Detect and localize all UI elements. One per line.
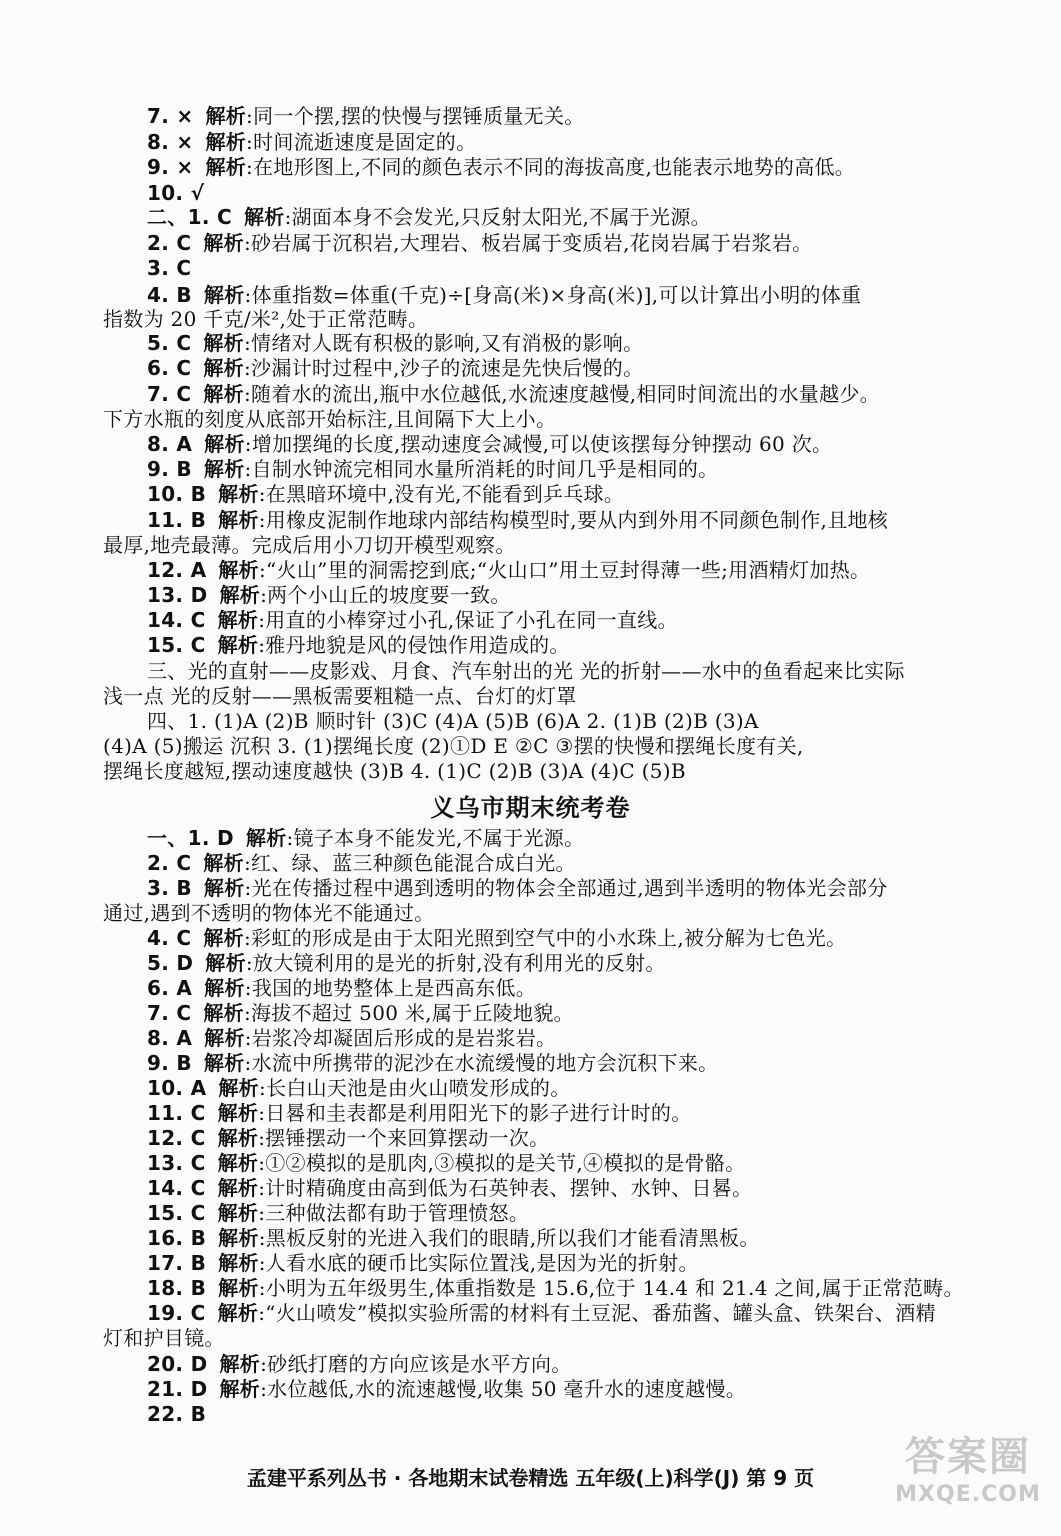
answer-text: 三种做法都有助于管理愤怒。 <box>265 1201 530 1225</box>
answer-line: 13. D 解析:两个小山丘的坡度要一致。 <box>147 583 511 607</box>
answer-text: 浅一点 光的反射——黑板需要粗糙一点、台灯的灯罩 <box>103 684 577 708</box>
answer-line: 8. × 解析:时间流逝速度是固定的。 <box>147 130 477 154</box>
answer-text: 水流中所携带的泥沙在水流缓慢的地方会沉积下来。 <box>251 1051 719 1075</box>
answer-line: 14. C 解析:计时精确度由高到低为石英钟表、摆钟、水钟、日晷。 <box>147 1176 753 1200</box>
answer-line: 6. A 解析:我国的地势整体上是西高东低。 <box>147 976 537 1000</box>
analysis-label: 解析 <box>203 1051 245 1075</box>
answer-text: 四、1. (1)A (2)B 顺时针 (3)C (4)A (5)B (6)A 2. (1)B (2)B (3)A <box>147 709 759 733</box>
question-number: 12. C <box>147 1126 206 1150</box>
question-number: 6. C <box>147 356 192 380</box>
answer-text: 灯和护目镜。 <box>103 1326 225 1350</box>
section-title: 义乌市期末统考卷 <box>430 794 631 822</box>
analysis-label: 解析 <box>217 633 259 657</box>
question-number: 7. C <box>147 1001 192 1025</box>
answer-text: 岩浆冷却凝固后形成的是岩浆岩。 <box>251 1026 557 1050</box>
answer-line: 7. C 解析:海拔不超过 500 米,属于丘陵地貌。 <box>147 1001 574 1025</box>
answer-line: 4. B 解析:体重指数=体重(千克)÷[身高(米)×身高(米)],可以计算出小明的体重 <box>147 283 862 307</box>
answer-line: 8. A 解析:增加摆绳的长度,摆动速度会减慢,可以使该摆每分钟摆动 60 次。 <box>147 432 833 456</box>
analysis-label: 解析 <box>203 457 245 481</box>
question-number: 17. B <box>147 1251 207 1275</box>
question-number: 8. × <box>147 130 194 154</box>
answer-line: 7. × 解析:同一个摆,摆的快慢与摆锤质量无关。 <box>147 104 585 128</box>
analysis-label: 解析 <box>205 130 247 154</box>
question-number: 7. C <box>147 382 192 406</box>
answer-text: 水位越低,水的流速越慢,收集 50 毫升水的速度越慢。 <box>267 1377 747 1401</box>
analysis-label: 解析 <box>203 283 245 307</box>
answer-text: ①②模拟的是肌肉,③模拟的是关节,④模拟的是骨骼。 <box>265 1151 746 1175</box>
analysis-label: 解析 <box>219 1377 261 1401</box>
analysis-label: 解析 <box>243 205 285 229</box>
answer-text: 我国的地势整体上是西高东低。 <box>251 976 537 1000</box>
answer-line: 6. C 解析:沙漏计时过程中,沙子的流速是先快后慢的。 <box>147 356 644 380</box>
analysis-label: 解析 <box>217 1101 259 1125</box>
question-number: 2. C <box>147 231 192 255</box>
answer-text: 小明为五年级男生,体重指数是 15.6,位于 14.4 和 21.4 之间,属于正常范畴。 <box>265 1276 964 1300</box>
answer-text: 随着水的流出,瓶中水位越低,水流速度越慢,相同时间流出的水量越少。 <box>251 382 880 406</box>
page-footer: 孟建平系列丛书 · 各地期末试卷精选 五年级(上)科学(J) 第 9 页 <box>246 1466 815 1490</box>
answer-line: 8. A 解析:岩浆冷却凝固后形成的是岩浆岩。 <box>147 1026 557 1050</box>
answer-line: 10. B 解析:在黑暗环境中,没有光,不能看到乒乓球。 <box>147 482 625 506</box>
answer-line <box>147 1402 218 1426</box>
answer-text: 下方水瓶的刻度从底部开始标注,且间隔下大上小。 <box>103 407 557 431</box>
answer-text: 镜子本身不能发光,不属于光源。 <box>293 826 585 850</box>
answer-line: 14. C 解析:用直的小棒穿过小孔,保证了小孔在同一直线。 <box>147 608 678 632</box>
analysis-label: 解析 <box>217 1301 259 1325</box>
answer-text: 海拔不超过 500 米,属于丘陵地貌。 <box>251 1001 574 1025</box>
answer-text: 指数为 20 千克/米²,处于正常范畴。 <box>103 307 429 331</box>
answer-line: 12. A 解析:“火山”里的洞需挖到底;“火山口”用土豆封得薄一些;用酒精灯加热。 <box>147 558 871 582</box>
watermark-logo <box>893 1432 1043 1522</box>
question-number: 9. × <box>147 155 194 179</box>
answer-text: 沙漏计时过程中,沙子的流速是先快后慢的。 <box>251 356 644 380</box>
answer-line <box>147 709 759 733</box>
answer-text: 光在传播过程中遇到透明的物体会全部通过,遇到半透明的物体光会部分 <box>251 876 888 900</box>
answer-line: 16. B 解析:黑板反射的光进入我们的眼睛,所以我们才能看清黑板。 <box>147 1226 760 1250</box>
analysis-label: 解析 <box>218 1076 259 1100</box>
answer-text: 时间流逝速度是固定的。 <box>253 130 477 154</box>
answer-text: 用橡皮泥制作地球内部结构模型时,要从内到外用不同颜色制作,且地核 <box>265 508 889 532</box>
answer-text: 人看水底的硬币比实际位置浅,是因为光的折射。 <box>265 1251 699 1275</box>
analysis-label: 解析 <box>203 876 245 900</box>
answer-line: 一、1. D 解析:镜子本身不能发光,不属于光源。 <box>147 826 585 850</box>
analysis-label: 解析 <box>205 104 247 128</box>
question-number: 3. B <box>147 876 192 900</box>
analysis-label: 解析 <box>205 951 246 975</box>
question-number: 3. C <box>147 256 192 280</box>
answer-text: 体重指数=体重(千克)÷[身高(米)×身高(米)],可以计算出小明的体重 <box>251 283 862 307</box>
question-number: 2. C <box>147 851 192 875</box>
question-number: 二、1. C <box>147 205 232 229</box>
answer-text: 两个小山丘的坡度要一致。 <box>267 583 511 607</box>
question-number: 11. C <box>147 1101 206 1125</box>
answer-line <box>147 256 203 280</box>
analysis-label: 解析 <box>218 1276 259 1300</box>
answer-line: 7. C 解析:随着水的流出,瓶中水位越低,水流速度越慢,相同时间流出的水量越少。 <box>147 382 880 406</box>
analysis-label: 解析 <box>204 1026 245 1050</box>
answer-line: 9. × 解析:在地形图上,不同的颜色表示不同的海拔高度,也能表示地势的高低。 <box>147 155 856 179</box>
answer-text: 砂纸打磨的方向应该是水平方向。 <box>267 1352 572 1376</box>
answer-line <box>103 307 428 331</box>
answer-text: 日晷和圭表都是利用阳光下的影子进行计时的。 <box>265 1101 692 1125</box>
answer-line: 11. B 解析:用橡皮泥制作地球内部结构模型时,要从内到外用不同颜色制作,且地核 <box>147 508 889 532</box>
analysis-label: 解析 <box>217 608 259 632</box>
question-number: 10. B <box>147 482 207 506</box>
question-number: 6. A <box>147 976 193 1000</box>
answer-text: 砂岩属于沉积岩,大理岩、板岩属于变质岩,花岗岩属于岩浆岩。 <box>251 231 813 255</box>
question-number: 7. × <box>147 104 194 128</box>
answer-text: 红、绿、蓝三种颜色能混合成白光。 <box>251 851 576 875</box>
watermark-main: 答案圈 <box>905 1434 1031 1480</box>
analysis-label: 解析 <box>203 1001 244 1025</box>
analysis-label: 解析 <box>219 1352 261 1376</box>
answer-text: “火山喷发”模拟实验所需的材料有土豆泥、番茄酱、罐头盒、铁架台、酒精 <box>265 1301 936 1325</box>
answer-line: 5. C 解析:情绪对人既有积极的影响,又有消极的影响。 <box>147 331 644 355</box>
analysis-label: 解析 <box>218 1251 259 1275</box>
question-number: 4. B <box>147 283 192 307</box>
answer-text: 三、光的直射——皮影戏、月食、汽车射出的光 光的折射——水中的鱼看起来比实际 <box>147 659 905 683</box>
answer-line: 5. D 解析:放大镜利用的是光的折射,没有利用光的反射。 <box>147 951 666 975</box>
question-number: 19. C <box>147 1301 206 1325</box>
answer-line: 15. C 解析:雅丹地貌是风的侵蚀作用造成的。 <box>147 633 570 657</box>
analysis-label: 解析 <box>218 508 259 532</box>
answer-text: 通过,遇到不透明的物体光不能通过。 <box>103 901 435 925</box>
analysis-label: 解析 <box>203 926 244 950</box>
answer-line: 11. C 解析:日晷和圭表都是利用阳光下的影子进行计时的。 <box>147 1101 692 1125</box>
answer-line <box>147 659 905 683</box>
answer-text: 在黑暗环境中,没有光,不能看到乒乓球。 <box>265 482 625 506</box>
answer-text: “火山”里的洞需挖到底;“火山口”用土豆封得薄一些;用酒精灯加热。 <box>266 558 871 582</box>
answer-text: 摆锤摆动一个来回算摆动一次。 <box>265 1126 550 1150</box>
question-number: 13. C <box>147 1151 206 1175</box>
answer-line: 17. B 解析:人看水底的硬币比实际位置浅,是因为光的折射。 <box>147 1251 699 1275</box>
answer-line: 2. C 解析:砂岩属于沉积岩,大理岩、板岩属于变质岩,花岗岩属于岩浆岩。 <box>147 231 813 255</box>
analysis-label: 解析 <box>218 558 259 582</box>
answer-text: 最厚,地壳最薄。完成后用小刀切开模型观察。 <box>103 533 516 557</box>
question-number: 21. D <box>147 1377 208 1401</box>
question-number: 10. √ <box>147 181 205 205</box>
answer-line <box>103 734 804 758</box>
answer-text: 同一个摆,摆的快慢与摆锤质量无关。 <box>253 104 585 128</box>
answer-line: 18. B 解析:小明为五年级男生,体重指数是 15.6,位于 14.4 和 21.4 之间,属于正常范畴。 <box>147 1276 964 1300</box>
analysis-label: 解析 <box>203 382 244 406</box>
answer-text: 增加摆绳的长度,摆动速度会减慢,可以使该摆每分钟摆动 60 次。 <box>251 432 833 456</box>
analysis-label: 解析 <box>204 432 245 456</box>
analysis-label: 解析 <box>203 331 244 355</box>
answer-line: 20. D 解析:砂纸打磨的方向应该是水平方向。 <box>147 1352 572 1376</box>
answer-line <box>103 533 516 557</box>
question-number: 10. A <box>147 1076 207 1100</box>
question-number: 11. B <box>147 508 207 532</box>
analysis-label: 解析 <box>218 1226 259 1250</box>
question-number: 8. A <box>147 432 193 456</box>
question-number: 16. B <box>147 1226 207 1250</box>
answer-text: 放大镜利用的是光的折射,没有利用光的反射。 <box>252 951 666 975</box>
answer-line: 3. B 解析:光在传播过程中遇到透明的物体会全部通过,遇到半透明的物体光会部分 <box>147 876 888 900</box>
question-number: 12. A <box>147 558 207 582</box>
answer-text: (4)A (5)搬运 沉积 3. (1)摆绳长度 (2)①D E ②C ③摆的快慢和摆绳长度有关, <box>103 734 804 758</box>
analysis-label: 解析 <box>245 826 287 850</box>
question-number: 15. C <box>147 1201 206 1225</box>
analysis-label: 解析 <box>203 231 244 255</box>
answer-text: 黑板反射的光进入我们的眼睛,所以我们才能看清黑板。 <box>265 1226 760 1250</box>
answer-line <box>103 407 556 431</box>
watermark-url: MXQE.COM <box>895 1482 1041 1507</box>
analysis-label: 解析 <box>218 482 259 506</box>
question-number: 18. B <box>147 1276 207 1300</box>
answer-line: 12. C 解析:摆锤摆动一个来回算摆动一次。 <box>147 1126 550 1150</box>
answer-line: 19. C 解析:“火山喷发”模拟实验所需的材料有土豆泥、番茄酱、罐头盒、铁架台、酒精 <box>147 1301 936 1325</box>
answer-text: 雅丹地貌是风的侵蚀作用造成的。 <box>265 633 570 657</box>
answer-line: 15. C 解析:三种做法都有助于管理愤怒。 <box>147 1201 530 1225</box>
question-number: 22. B <box>147 1402 207 1426</box>
answer-line: 9. B 解析:自制水钟流完相同水量所消耗的时间几乎是相同的。 <box>147 457 719 481</box>
answer-text: 情绪对人既有积极的影响,又有消极的影响。 <box>251 331 644 355</box>
analysis-label: 解析 <box>217 1201 259 1225</box>
answer-line <box>103 1326 225 1350</box>
answer-text: 在地形图上,不同的颜色表示不同的海拔高度,也能表示地势的高低。 <box>253 155 856 179</box>
answer-text: 摆绳长度越短,摆动速度越快 (3)B 4. (1)C (2)B (3)A (4)C (5)B <box>103 759 686 783</box>
answer-line <box>103 901 434 925</box>
analysis-label: 解析 <box>204 976 245 1000</box>
answer-line: 10. A 解析:长白山天池是由火山喷发形成的。 <box>147 1076 571 1100</box>
analysis-label: 解析 <box>203 356 244 380</box>
answer-line: 9. B 解析:水流中所携带的泥沙在水流缓慢的地方会沉积下来。 <box>147 1051 719 1075</box>
analysis-label: 解析 <box>203 851 244 875</box>
question-number: 9. B <box>147 457 192 481</box>
question-number: 5. C <box>147 331 192 355</box>
answer-line <box>103 759 686 783</box>
question-number: 14. C <box>147 1176 206 1200</box>
answer-text: 长白山天池是由火山喷发形成的。 <box>266 1076 571 1100</box>
question-number: 13. D <box>147 583 208 607</box>
answer-text: 用直的小棒穿过小孔,保证了小孔在同一直线。 <box>265 608 678 632</box>
question-number: 15. C <box>147 633 206 657</box>
answer-text: 湖面本身不会发光,只反射太阳光,不属于光源。 <box>291 205 711 229</box>
answer-text: 计时精确度由高到低为石英钟表、摆钟、水钟、日晷。 <box>265 1176 753 1200</box>
answer-line: 21. D 解析:水位越低,水的流速越慢,收集 50 毫升水的速度越慢。 <box>147 1377 747 1401</box>
analysis-label: 解析 <box>219 583 261 607</box>
question-number: 4. C <box>147 926 192 950</box>
question-number: 20. D <box>147 1352 208 1376</box>
answer-line: 2. C 解析:红、绿、蓝三种颜色能混合成白光。 <box>147 851 576 875</box>
question-number: 9. B <box>147 1051 192 1075</box>
answer-line: 二、1. C 解析:湖面本身不会发光,只反射太阳光,不属于光源。 <box>147 205 711 229</box>
answer-line: 4. C 解析:彩虹的形成是由于太阳光照到空气中的小水珠上,被分解为七色光。 <box>147 926 847 950</box>
analysis-label: 解析 <box>217 1126 259 1150</box>
analysis-label: 解析 <box>205 155 247 179</box>
answer-line <box>103 684 577 708</box>
analysis-label: 解析 <box>217 1151 259 1175</box>
answer-text: 彩虹的形成是由于太阳光照到空气中的小水珠上,被分解为七色光。 <box>251 926 847 950</box>
answer-line: 13. C 解析:①②模拟的是肌肉,③模拟的是关节,④模拟的是骨骼。 <box>147 1151 746 1175</box>
question-number: 14. C <box>147 608 206 632</box>
question-number: 5. D <box>147 951 194 975</box>
answer-text: 自制水钟流完相同水量所消耗的时间几乎是相同的。 <box>251 457 719 481</box>
question-number: 8. A <box>147 1026 193 1050</box>
answer-line <box>147 181 216 205</box>
analysis-label: 解析 <box>217 1176 259 1200</box>
question-number: 一、1. D <box>147 826 234 850</box>
